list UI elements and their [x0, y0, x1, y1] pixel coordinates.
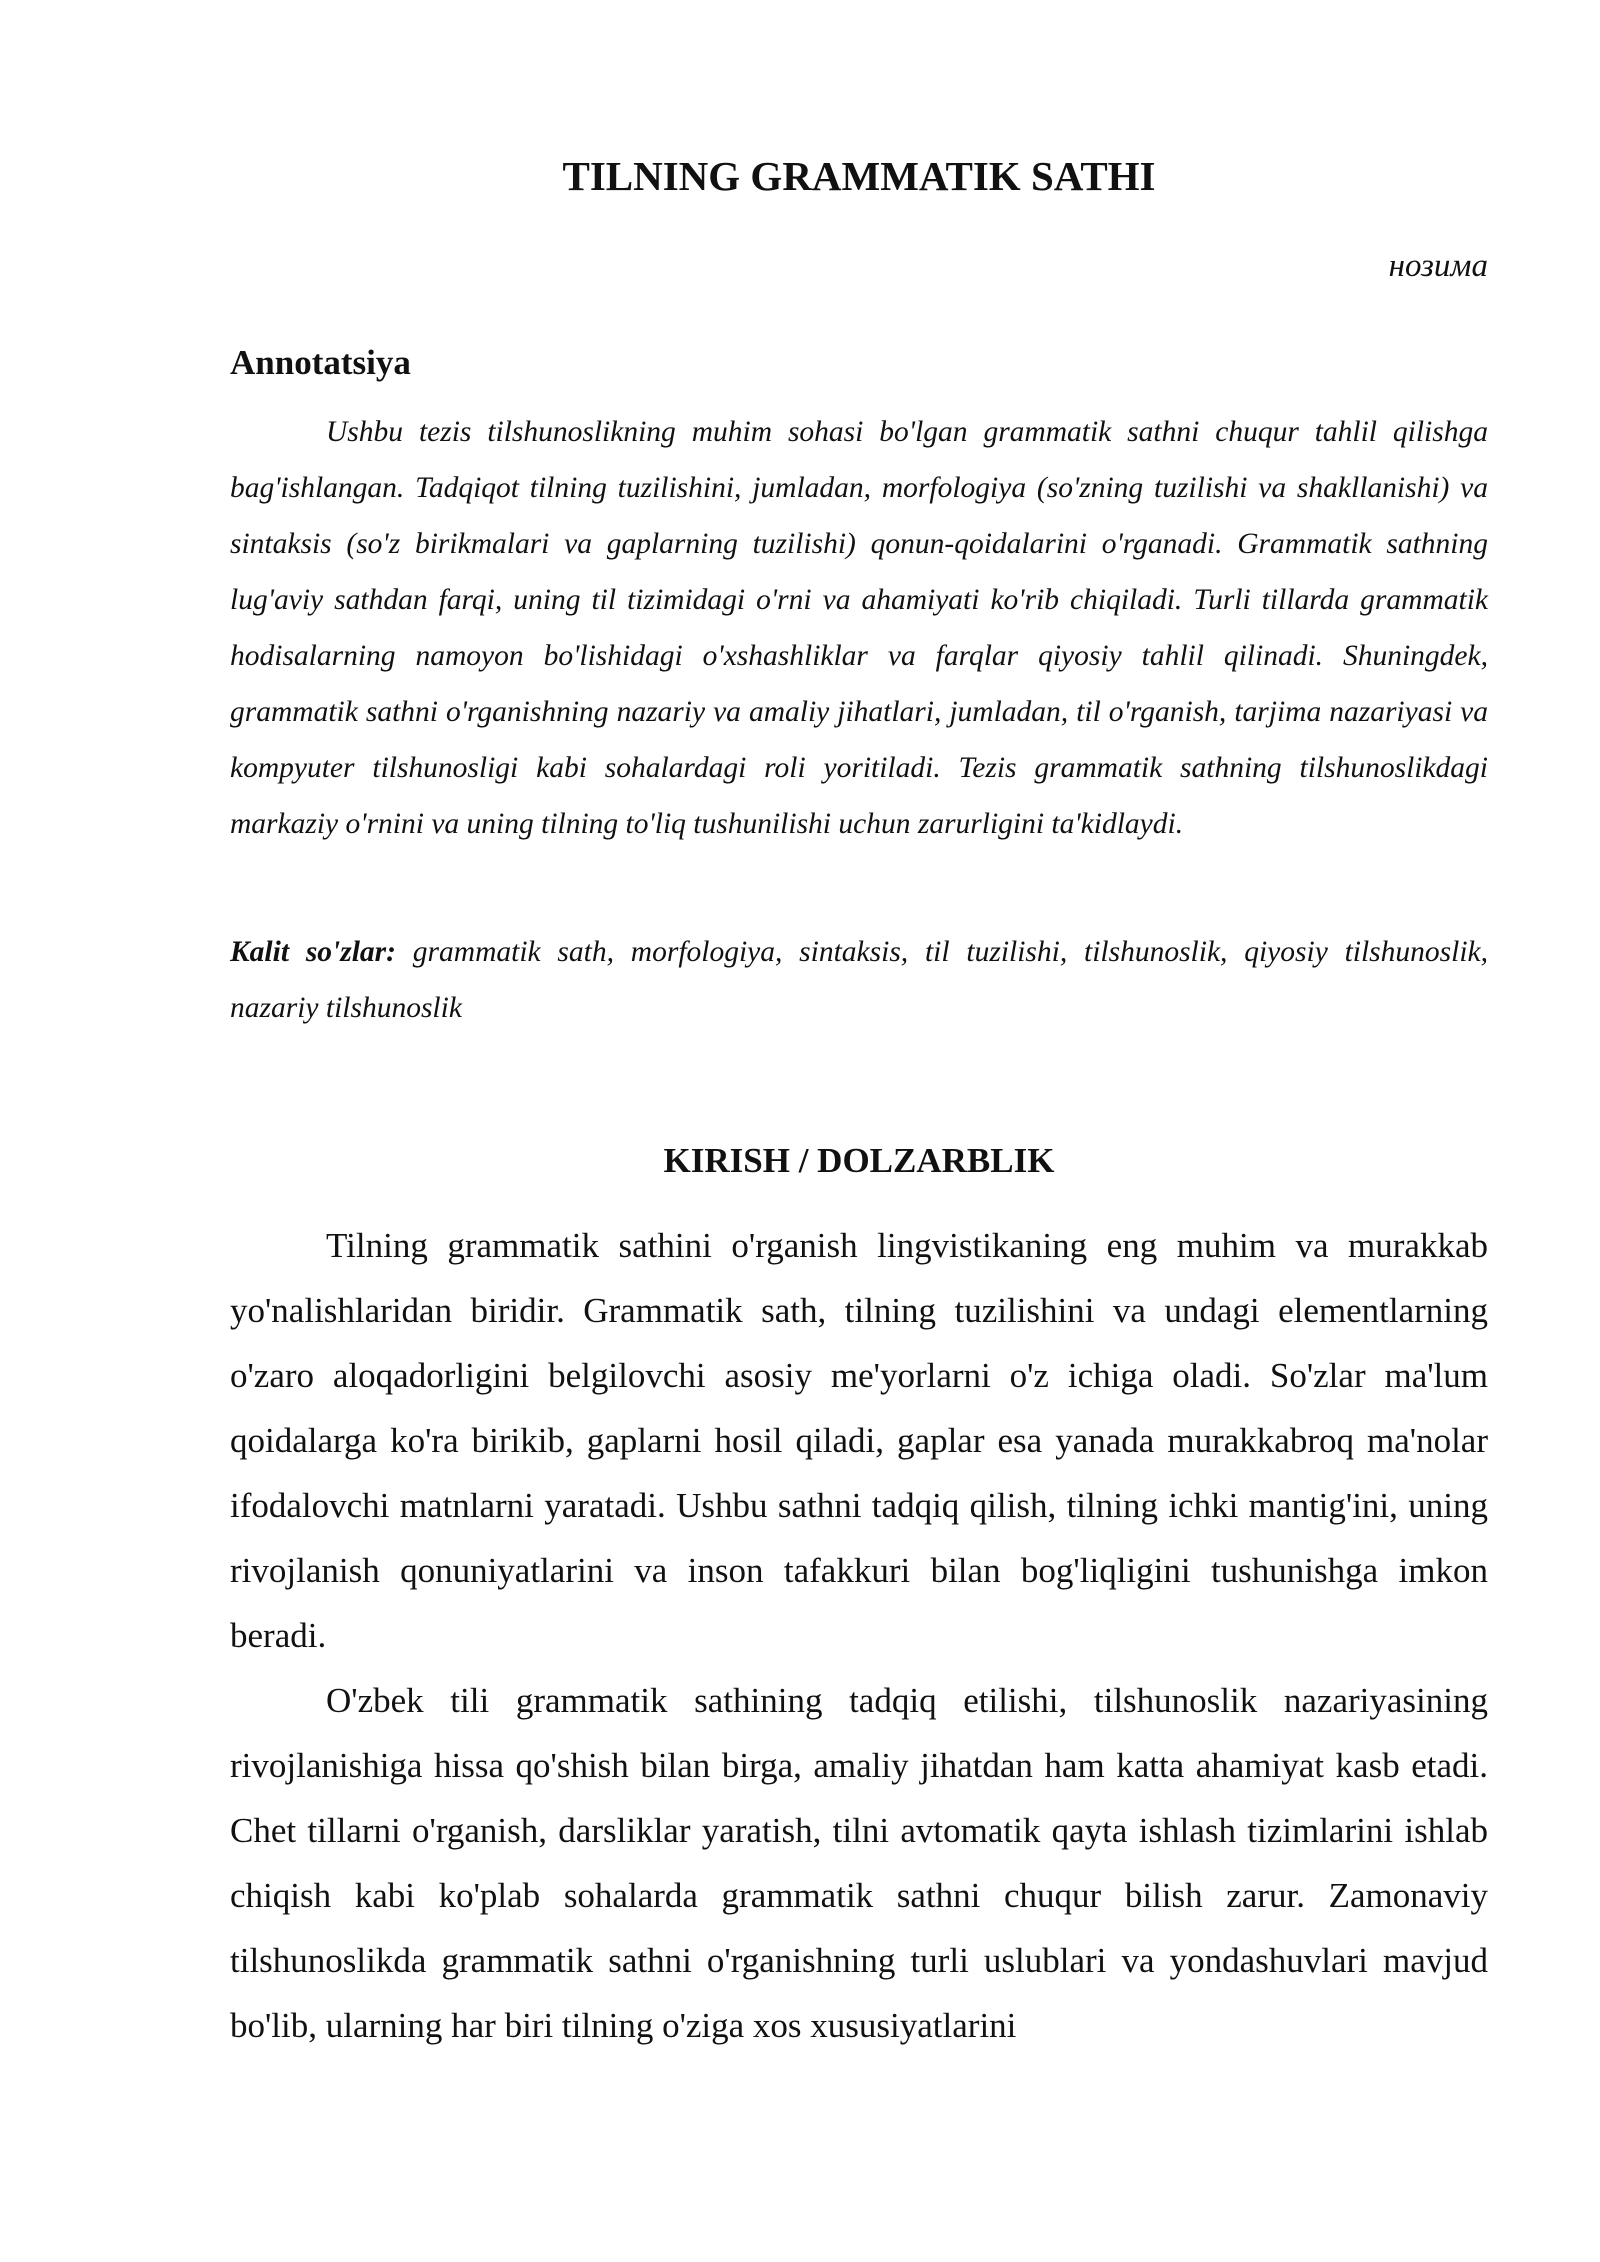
keywords-label: Kalit so'zlar: [230, 936, 396, 968]
document-title: TILNING GRAMMATIK SATHI [562, 153, 1156, 199]
author-name: нозима [1388, 248, 1488, 284]
section-heading: KIRISH / DOLZARBLIK [663, 1141, 1055, 1180]
abstract-heading: Annotatsiya [230, 343, 411, 382]
keywords-text: grammatik sath, morfologiya, sintaksis, til tuzilishi, tilshunoslik, qiyosiy tilshunoslik, nazariy tilshunoslik [230, 936, 1489, 1024]
body-paragraph: O'zbek tili grammatik sathining tadqiq etilishi, tilshunoslik nazariyasining rivojlanishiga hissa qo'shish bilan birga, amaliy jihatdan ham katta ahamiyat kasb etadi. Chet tillarni o'rganish, darsliklar yaratish, tilni avtomatik qayta ishlash tizimlarini ishlab chiqish kabi ko'plab sohalarda grammatik sathni chuqur bilish zarur. Zamonaviy tilshunoslikda grammatik sathni o'rganishning turli uslublari va yondashuvlari mavjud bo'lib, ularning har biri tilning o'ziga xos xususiyatlarini [230, 1681, 1488, 2045]
keywords-line [230, 924, 1488, 1036]
body-paragraph: Tilning grammatik sathini o'rganish lingvistikaning eng muhim va murakkab yo'nalishlaridan biridir. Grammatik sath, tilning tuzilishini va undagi elementlarning o'zaro aloqadorligini belgilovchi asosiy me'yorlarni o'z ichiga oladi. So'zlar ma'lum qoidalarga ko'ra birikib, gaplarni hosil qiladi, gaplar esa yanada murakkabroq ma'nolar ifodalovchi matnlarni yaratadi. Ushbu sathni tadqiq qilish, tilning ichki mantig'ini, uning rivojlanish qonuniyatlarini va inson tafakkuri bilan bog'liqligini tushunishga imkon beradi. [230, 1226, 1488, 1655]
abstract-text: Ushbu tezis tilshunoslikning muhim sohasi bo'lgan grammatik sathni chuqur tahlil qilishga bag'ishlangan. Tadqiqot tilning tuzilishini, jumladan, morfologiya (so'zning tuzilishi va shakllanishi) va sintaksis (so'z birikmalari va gaplarning tuzilishi) qonun-qoidalarini o'rganadi. Grammatik sathning lug'aviy sathdan farqi, uning til tizimidagi o'rni va ahamiyati ko'rib chiqiladi. Turli tillarda grammatik hodisalarning namoyon bo'lishidagi o'xshashliklar va farqlar qiyosiy tahlil qilinadi. Shuningdek, grammatik sathni o'rganishning nazariy va amaliy jihatlari, jumladan, til o'rganish, tarjima nazariyasi va kompyuter tilshunosligi kabi sohalardagi roli yoritiladi. Tezis grammatik sathning tilshunoslikdagi markaziy o'rnini va uning tilning to'liq tushunilishi uchun zarurligini ta'kidlaydi. [230, 416, 1488, 840]
